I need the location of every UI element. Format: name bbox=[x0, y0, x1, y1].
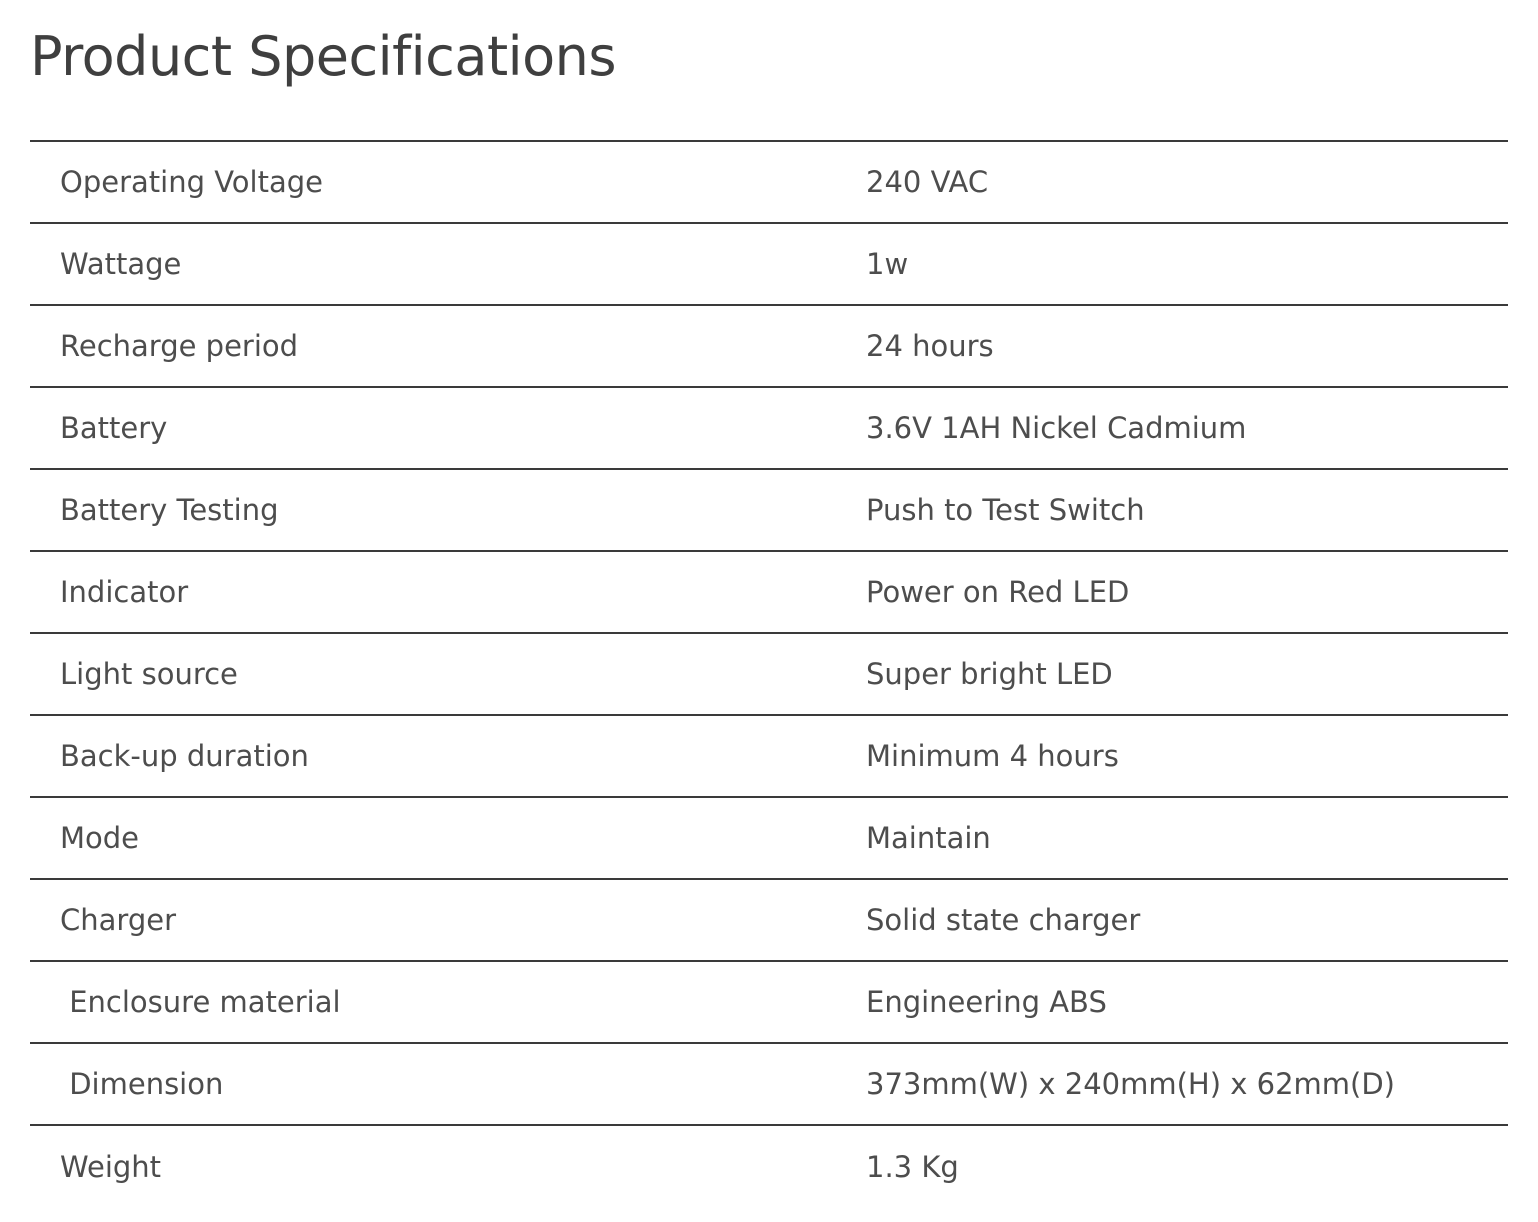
specifications-table bbox=[30, 140, 1508, 1207]
spec-label: Mode bbox=[60, 821, 140, 855]
spec-value: 240 VAC bbox=[866, 165, 989, 199]
table-row bbox=[30, 223, 1508, 305]
spec-label: Battery bbox=[60, 411, 168, 445]
table-row bbox=[30, 879, 1508, 961]
table-row bbox=[30, 715, 1508, 797]
spec-value: 24 hours bbox=[866, 329, 994, 363]
spec-value: Maintain bbox=[866, 821, 991, 855]
table-row bbox=[30, 141, 1508, 223]
table-row bbox=[30, 551, 1508, 633]
spec-value: Push to Test Switch bbox=[866, 493, 1145, 527]
spec-label: Light source bbox=[60, 657, 238, 691]
spec-label: Back-up duration bbox=[60, 739, 309, 773]
spec-value: 3.6V 1AH Nickel Cadmium bbox=[866, 411, 1247, 445]
spec-value: 1.3 Kg bbox=[866, 1149, 959, 1184]
spec-label: Enclosure material bbox=[60, 985, 341, 1019]
spec-value: Power on Red LED bbox=[866, 575, 1130, 609]
spec-label: Charger bbox=[60, 903, 176, 937]
table-row bbox=[30, 305, 1508, 387]
spec-label: Dimension bbox=[60, 1067, 224, 1101]
table-row bbox=[30, 469, 1508, 551]
spec-value: 1w bbox=[866, 247, 909, 281]
table-row bbox=[30, 387, 1508, 469]
spec-label: Recharge period bbox=[60, 329, 299, 363]
table-row bbox=[30, 1125, 1508, 1207]
table-row bbox=[30, 633, 1508, 715]
spec-label: Weight bbox=[60, 1149, 162, 1184]
spec-label: Indicator bbox=[60, 575, 189, 609]
spec-label: Operating Voltage bbox=[60, 165, 323, 199]
spec-label: Wattage bbox=[60, 247, 182, 281]
page-title: Product Specifications bbox=[30, 25, 617, 88]
table-row bbox=[30, 961, 1508, 1043]
table-row bbox=[30, 797, 1508, 879]
spec-value: 373mm(W) x 240mm(H) x 62mm(D) bbox=[866, 1067, 1395, 1101]
spec-value: Engineering ABS bbox=[866, 985, 1107, 1019]
spec-value: Super bright LED bbox=[866, 657, 1113, 691]
spec-value: Minimum 4 hours bbox=[866, 739, 1119, 773]
table-row bbox=[30, 1043, 1508, 1125]
spec-label: Battery Testing bbox=[60, 493, 279, 527]
spec-value: Solid state charger bbox=[866, 903, 1141, 937]
